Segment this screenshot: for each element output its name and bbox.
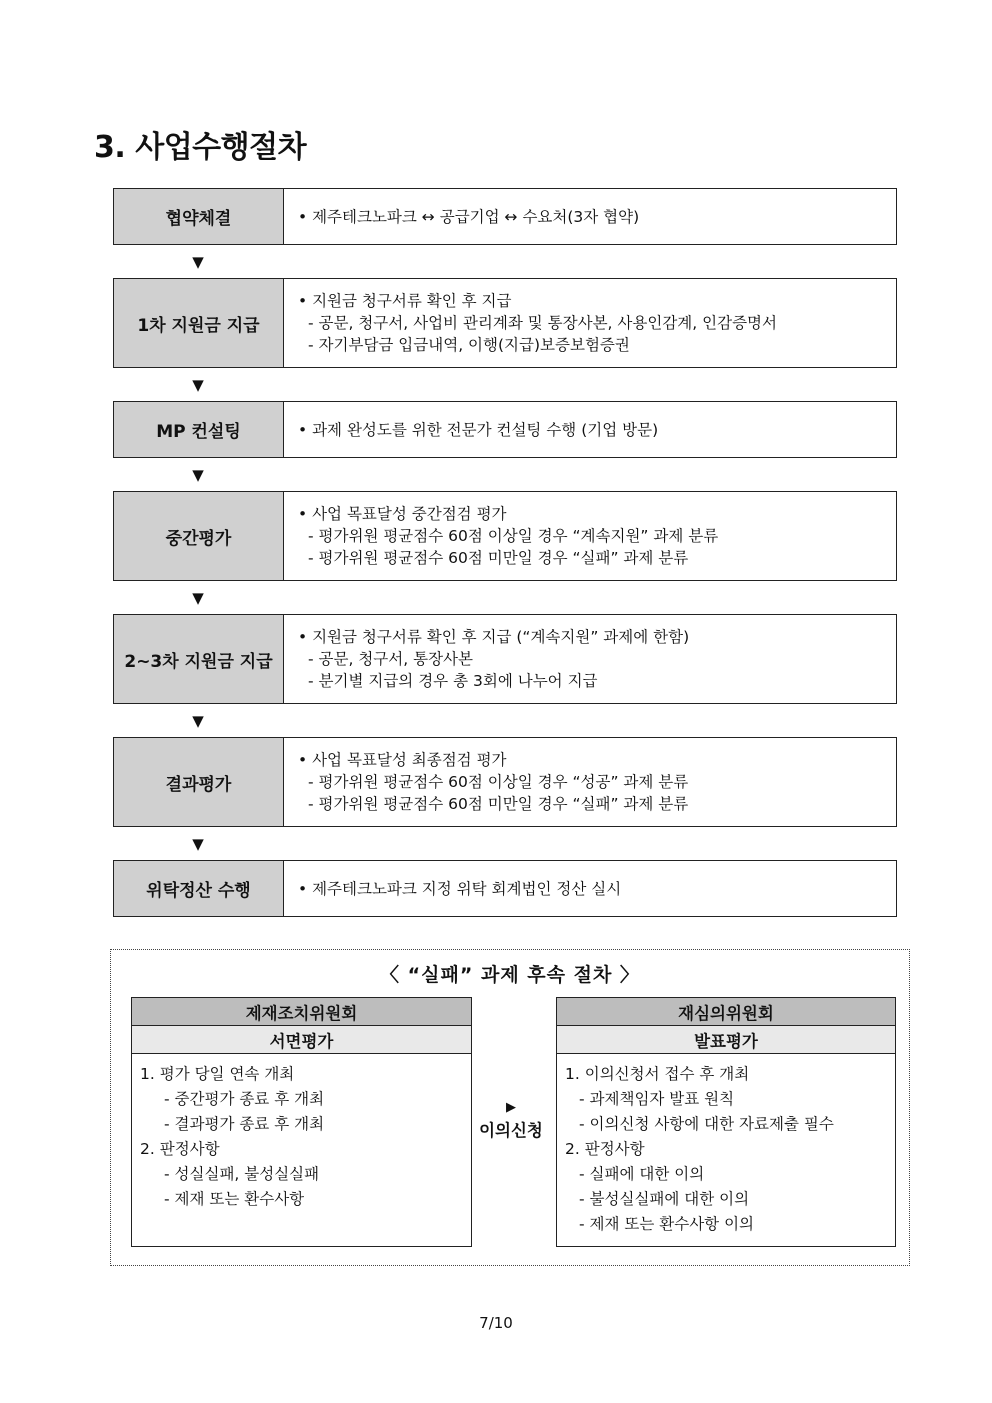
step-line: - 평가위원 평균점수 60점 미만일 경우 “실패” 과제 분류: [308, 549, 689, 567]
down-arrow-icon: ▼: [192, 588, 204, 607]
step-label: 중간평가: [114, 492, 284, 580]
step-label: 위탁정산 수행: [114, 861, 284, 916]
followup-title: 〈 “실패” 과제 후속 절차 〉: [380, 964, 640, 986]
step-settlement: [113, 860, 897, 917]
step-line: - 공문, 청구서, 사업비 관리계좌 및 통장사본, 사용인감계, 인감증명서: [308, 314, 777, 332]
down-arrow-icon: ▼: [192, 375, 204, 394]
panel-line: - 실패에 대한 이의: [579, 1165, 705, 1183]
step-label: MP 컨설팅: [114, 402, 284, 457]
step-line: - 평가위원 평균점수 60점 미만일 경우 “실패” 과제 분류: [308, 795, 689, 813]
step-label: 결과평가: [114, 738, 284, 826]
page-number: 7/10: [479, 1314, 513, 1332]
panel-line: - 중간평가 종료 후 개최: [164, 1090, 325, 1108]
step-label: 2~3차 지원금 지급: [114, 615, 284, 703]
step-line: • 사업 목표달성 최종점검 평가: [298, 751, 507, 769]
down-arrow-icon: ▼: [192, 834, 204, 853]
step-line: - 평가위원 평균점수 60점 이상일 경우 “계속지원” 과제 분류: [308, 527, 719, 545]
panel-line: - 결과평가 종료 후 개최: [164, 1115, 325, 1133]
step-first-payment: [113, 278, 897, 368]
step-content: [284, 279, 896, 367]
panel-body: [557, 1054, 895, 1245]
panel-line: 1. 평가 당일 연속 개최: [140, 1065, 295, 1083]
step-line: - 공문, 청구서, 통장사본: [308, 650, 473, 668]
panel-subheader: 서면평가: [132, 1026, 471, 1054]
step-line: • 지원금 청구서류 확인 후 지급 (“계속지원” 과제에 한함): [298, 628, 690, 646]
failure-followup-box: [110, 949, 910, 1266]
section-title: 3. 사업수행절차: [94, 130, 307, 165]
step-result-evaluation: [113, 737, 897, 827]
step-content: [284, 492, 896, 580]
review-committee-panel: [556, 997, 896, 1247]
panel-line: - 제재 또는 환수사항 이의: [579, 1215, 755, 1233]
panel-header: 재심의위원회: [557, 998, 895, 1026]
panel-line: - 제재 또는 환수사항: [164, 1190, 305, 1208]
panel-line: - 이의신청 사항에 대한 자료제출 필수: [579, 1115, 834, 1133]
panel-subheader: 발표평가: [557, 1026, 895, 1054]
right-arrow-icon: ▶: [506, 1100, 516, 1115]
panel-line: 2. 판정사항: [140, 1140, 220, 1158]
step-content: [284, 738, 896, 826]
step-line: - 자기부담금 입금내역, 이행(지급)보증보험증권: [308, 336, 630, 354]
step-content: [284, 615, 896, 703]
step-line: • 과제 완성도를 위한 전문가 컨설팅 수행 (기업 방문): [298, 420, 659, 439]
panel-body: [132, 1054, 471, 1220]
step-interim-evaluation: [113, 491, 897, 581]
step-content: [284, 861, 896, 916]
step-label: 협약체결: [114, 189, 284, 244]
process-flow: [113, 188, 897, 917]
panel-line: - 과제책임자 발표 원칙: [579, 1090, 735, 1108]
step-line: • 지원금 청구서류 확인 후 지급: [298, 292, 512, 310]
step-line: • 제주테크노파크 ↔ 공급기업 ↔ 수요처(3자 협약): [298, 207, 640, 226]
step-label: 1차 지원금 지급: [114, 279, 284, 367]
step-line: • 제주테크노파크 지정 위탁 회계법인 정산 실시: [298, 879, 622, 898]
appeal-connector: [473, 1100, 549, 1141]
step-mp-consulting: [113, 401, 897, 458]
panel-line: - 불성실실패에 대한 이의: [579, 1190, 750, 1208]
panel-header: 제재조치위원회: [132, 998, 471, 1026]
step-agreement: [113, 188, 897, 245]
down-arrow-icon: ▼: [192, 252, 204, 271]
panel-line: 2. 판정사항: [565, 1140, 645, 1158]
panel-line: - 성실실패, 불성실실패: [164, 1165, 320, 1183]
step-line: - 평가위원 평균점수 60점 이상일 경우 “성공” 과제 분류: [308, 773, 689, 791]
panel-line: 1. 이의신청서 접수 후 개최: [565, 1065, 750, 1083]
step-content: [284, 189, 896, 244]
step-line: • 사업 목표달성 중간점검 평가: [298, 505, 507, 523]
appeal-label: 이의신청: [479, 1121, 543, 1140]
step-content: [284, 402, 896, 457]
down-arrow-icon: ▼: [192, 711, 204, 730]
sanction-committee-panel: [131, 997, 472, 1247]
down-arrow-icon: ▼: [192, 465, 204, 484]
step-line: - 분기별 지급의 경우 총 3회에 나누어 지급: [308, 672, 598, 690]
step-second-third-payment: [113, 614, 897, 704]
